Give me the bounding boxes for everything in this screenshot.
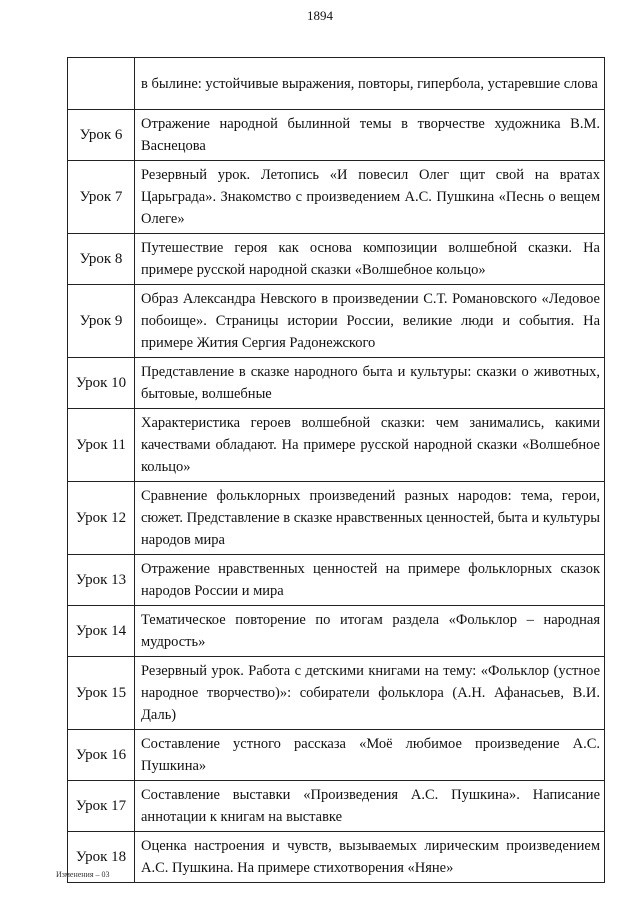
table-row: [68, 657, 605, 730]
lesson-label: Урок 8: [68, 234, 135, 285]
table-row: [68, 234, 605, 285]
lesson-description: Тематическое повторение по итогам раздела «Фольклор – народная мудрость»: [135, 606, 605, 657]
lesson-description: Характеристика героев волшебной сказки: чем занимались, какими качествами обладают. На примере русской народной сказки «Волшебное кольцо»: [135, 409, 605, 482]
lesson-label: Урок 9: [68, 285, 135, 358]
lesson-label: Урок 7: [68, 161, 135, 234]
table-row: [68, 555, 605, 606]
table-row: [68, 832, 605, 883]
lesson-label: Урок 17: [68, 781, 135, 832]
lesson-description: Сравнение фольклорных произведений разных народов: тема, герои, сюжет. Представление в сказке нравственных ценностей, быта и культуры народов мира: [135, 482, 605, 555]
table-row: [68, 358, 605, 409]
lesson-table: [67, 57, 605, 883]
lesson-label: Урок 10: [68, 358, 135, 409]
lesson-description: Представление в сказке народного быта и культуры: сказки о животных, бытовые, волшебные: [135, 358, 605, 409]
lesson-label: Урок 16: [68, 730, 135, 781]
table-row: [68, 781, 605, 832]
table-row: [68, 110, 605, 161]
table-row: [68, 285, 605, 358]
table-row: [68, 730, 605, 781]
lesson-description: Путешествие героя как основа композиции волшебной сказки. На примере русской народной сказки «Волшебное кольцо»: [135, 234, 605, 285]
lesson-label: [68, 58, 135, 110]
lesson-description: Оценка настроения и чувств, вызываемых лирическим произведением А.С. Пушкина. На примере стихотворения «Няне»: [135, 832, 605, 883]
lesson-description: Резервный урок. Летопись «И повесил Олег щит свой на вратах Царьграда». Знакомство с произведением А.С. Пушкина «Песнь о вещем Олеге»: [135, 161, 605, 234]
table-row: [68, 161, 605, 234]
lesson-description: Составление устного рассказа «Моё любимое произведение А.С. Пушкина»: [135, 730, 605, 781]
table-row: [68, 606, 605, 657]
lesson-label: Урок 14: [68, 606, 135, 657]
table-row: [68, 58, 605, 110]
lesson-description: Отражение народной былинной темы в творчестве художника В.М. Васнецова: [135, 110, 605, 161]
lesson-description: Составление выставки «Произведения А.С. Пушкина». Написание аннотации к книгам на выставке: [135, 781, 605, 832]
table-row: [68, 409, 605, 482]
lesson-description: в былине: устойчивые выражения, повторы, гипербола, устаревшие слова: [135, 58, 605, 110]
lesson-description: Резервный урок. Работа с детскими книгами на тему: «Фольклор (устное народное творчество)»: собиратели фольклора (А.Н. Афанасьев, В.И. Даль): [135, 657, 605, 730]
lesson-description: Отражение нравственных ценностей на примере фольклорных сказок народов России и мира: [135, 555, 605, 606]
lesson-label: Урок 15: [68, 657, 135, 730]
lesson-label: Урок 12: [68, 482, 135, 555]
lesson-label: Урок 13: [68, 555, 135, 606]
table-row: [68, 482, 605, 555]
lesson-label: Урок 18: [68, 832, 135, 883]
lesson-label: Урок 6: [68, 110, 135, 161]
lesson-label: Урок 11: [68, 409, 135, 482]
footer-revision: Изменения – 03: [56, 870, 110, 879]
lesson-description: Образ Александра Невского в произведении С.Т. Романовского «Ледовое побоище». Страницы истории России, великие люди и события. На примере Жития Сергия Радонежского: [135, 285, 605, 358]
page-number: 1894: [307, 8, 333, 23]
